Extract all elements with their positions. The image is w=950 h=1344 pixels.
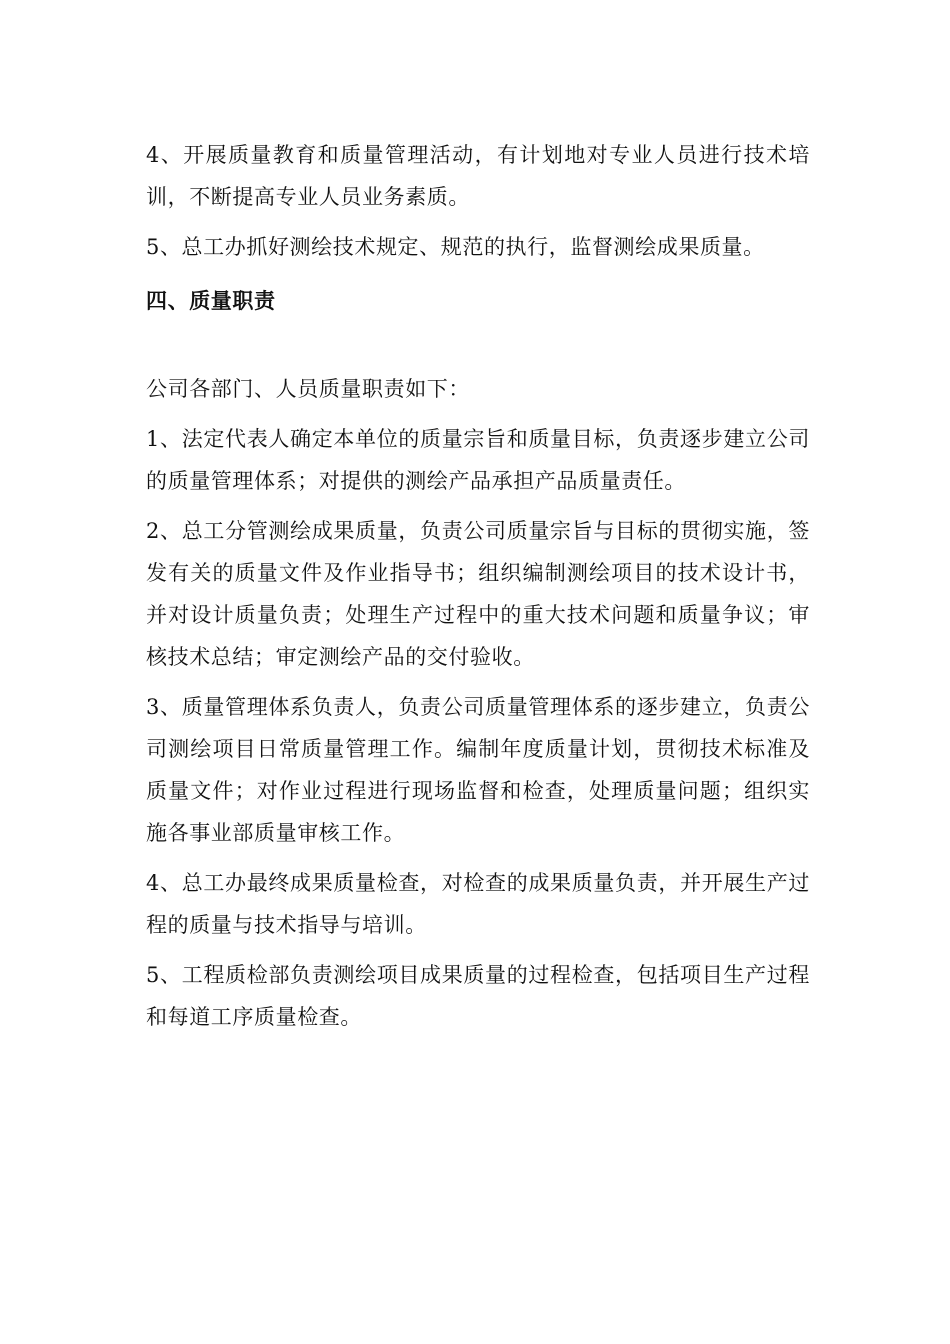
duty-item-5: 5、工程质检部负责测绘项目成果质量的过程检查，包括项目生产过程和每道工序质量检查。 xyxy=(146,963,810,1029)
duty-item-1: 1、法定代表人确定本单位的质量宗旨和质量目标，负责逐步建立公司的质量管理体系；对提供的测绘产品承担产品质量责任。 xyxy=(146,427,810,493)
section-heading: 四、质量职责 xyxy=(146,289,276,313)
duty-item-3: 3、质量管理体系负责人，负责公司质量管理体系的逐步建立，负责公司测绘项目日常质量管理工作。编制年度质量计划，贯彻技术标准及质量文件；对作业过程进行现场监督和检查，处理质量问题；组织实施各事业部质量审核工作。 xyxy=(146,695,810,845)
paragraph-top-1: 4、开展质量教育和质量管理活动，有计划地对专业人员进行技术培训，不断提高专业人员业务素质。 xyxy=(146,143,810,209)
duty-item-4: 4、总工办最终成果质量检查，对检查的成果质量负责，并开展生产过程的质量与技术指导与培训。 xyxy=(146,871,810,937)
paragraph-top-2: 5、总工办抓好测绘技术规定、规范的执行，监督测绘成果质量。 xyxy=(146,235,765,259)
intro-paragraph: 公司各部门、人员质量职责如下： xyxy=(146,377,470,401)
document-body xyxy=(146,134,810,1046)
duty-item-2: 2、总工分管测绘成果质量，负责公司质量宗旨与目标的贯彻实施，签发有关的质量文件及作业指导书；组织编制测绘项目的技术设计书，并对设计质量负责；处理生产过程中的重大技术问题和质量争议；审核技术总结；审定测绘产品的交付验收。 xyxy=(146,519,810,669)
